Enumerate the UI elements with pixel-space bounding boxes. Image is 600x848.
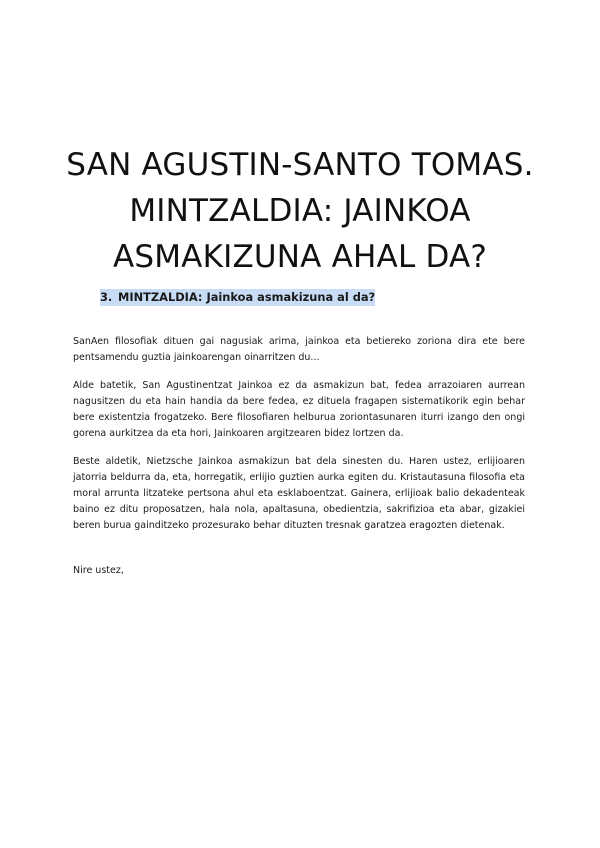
title-line: MINTZALDIA: JAINKOA [129, 193, 471, 229]
highlighted-selection [100, 289, 375, 306]
paragraph-4: Nire ustez, [73, 565, 124, 576]
paragraph-1: SanAen filosofiak dituen gai nagusiak arima, jainkoa eta betiereko zoriona dira ete bere pentsamendu guztia jainkoarengan oinarritzen du... [73, 336, 525, 363]
section-number: 3. [100, 290, 113, 304]
document-title [40, 142, 560, 280]
title-line: ASMAKIZUNA AHAL DA? [112, 239, 488, 275]
title-line: SAN AGUSTIN-SANTO TOMAS. [66, 147, 534, 183]
paragraph-3: Beste aldetik, Nietzsche Jainkoa asmakizun bat dela sinesten du. Haren ustez, erlijioaren jatorria beldurra da, eta, horregatik, erlijio guztien aurka egiten du. Kristautasuna filosofia eta moral arrunta litzateke pertsona ahul eta esklaboentzat. Gainera, erlijioak balio dekadenteak baino ez ditu proposatzen, hala nola, apaltasuna, obedientzia, sakrifizioa eta abar, gizakiei beren burua gainditzeko prozesurako behar dituzten tresnak garatzea eragozten dietenak. [73, 456, 525, 531]
section-heading [100, 290, 375, 304]
paragraph-2: Alde batetik, San Agustinentzat Jainkoa ez da asmakizun bat, fedea arrazoiaren aurrean nagusitzen du eta hain handia da bere fedea, ez dituela fragapen sistematikorik egin behar bere existentzia frogatzeko. Bere filosofiaren helburua zoriontasunaren iturri izango den ongi gorena aurkitzea da eta hori, Jainkoaren argitzearen bidez lortzen da. [73, 380, 525, 439]
section-heading-text: MINTZALDIA: Jainkoa asmakizuna al da? [118, 290, 376, 304]
